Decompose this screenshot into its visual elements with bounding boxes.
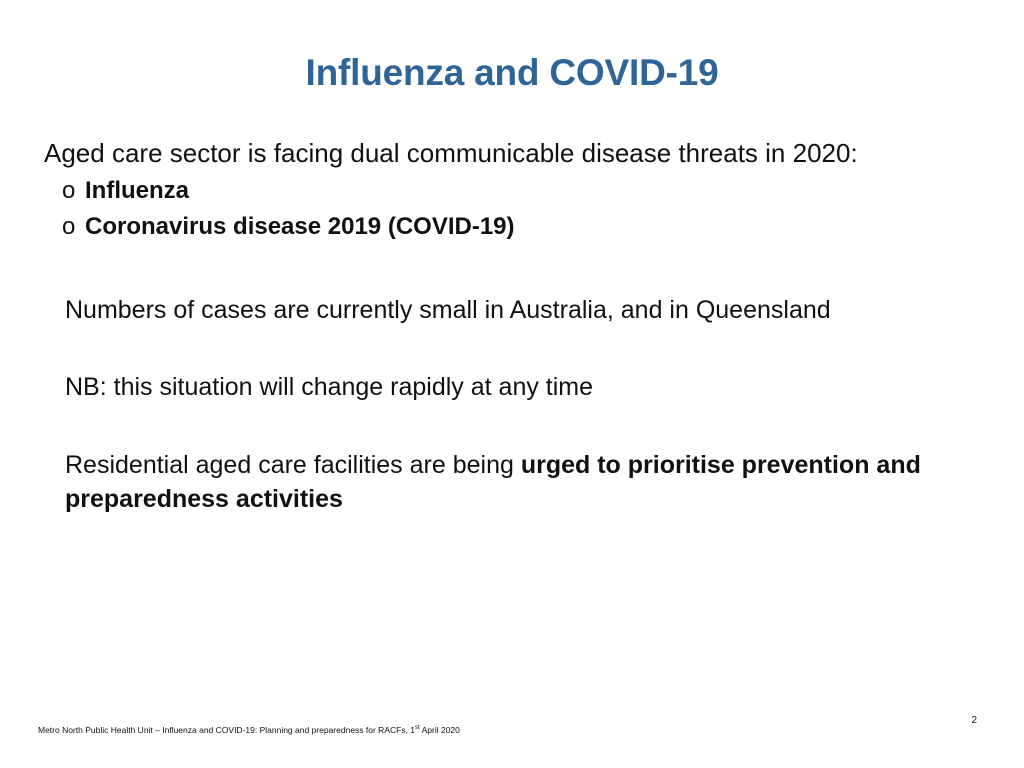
footer-superscript: st xyxy=(415,725,420,732)
footer-text-end: April 2020 xyxy=(419,725,460,735)
nb-paragraph: NB: this situation will change rapidly at any time xyxy=(65,373,594,401)
bullet-marker: o xyxy=(62,213,76,240)
bullet-label-influenza: Influenza xyxy=(85,177,190,204)
bullet-marker: o xyxy=(62,177,76,204)
footer-text: Metro North Public Health Unit – Influenza and COVID-19: Planning and preparedness for RACFs, 1 xyxy=(38,725,416,735)
list-item xyxy=(62,213,515,249)
prevention-text-bold: urged to prioritise prevention and preparedness activities xyxy=(65,451,921,513)
slide-title: Influenza and COVID-19 xyxy=(305,52,719,93)
prevention-text-regular: Residential aged care facilities are being xyxy=(65,451,521,479)
prevention-paragraph xyxy=(65,448,995,516)
intro-text: Aged care sector is facing dual communicable disease threats in 2020: xyxy=(44,138,858,168)
page-number: 2 xyxy=(971,715,977,726)
cases-paragraph: Numbers of cases are currently small in Australia, and in Queensland xyxy=(65,296,831,324)
list-item xyxy=(62,177,515,213)
footer xyxy=(38,725,460,735)
bullet-label-covid: Coronavirus disease 2019 (COVID-19) xyxy=(85,213,515,240)
bullet-list xyxy=(62,177,515,249)
